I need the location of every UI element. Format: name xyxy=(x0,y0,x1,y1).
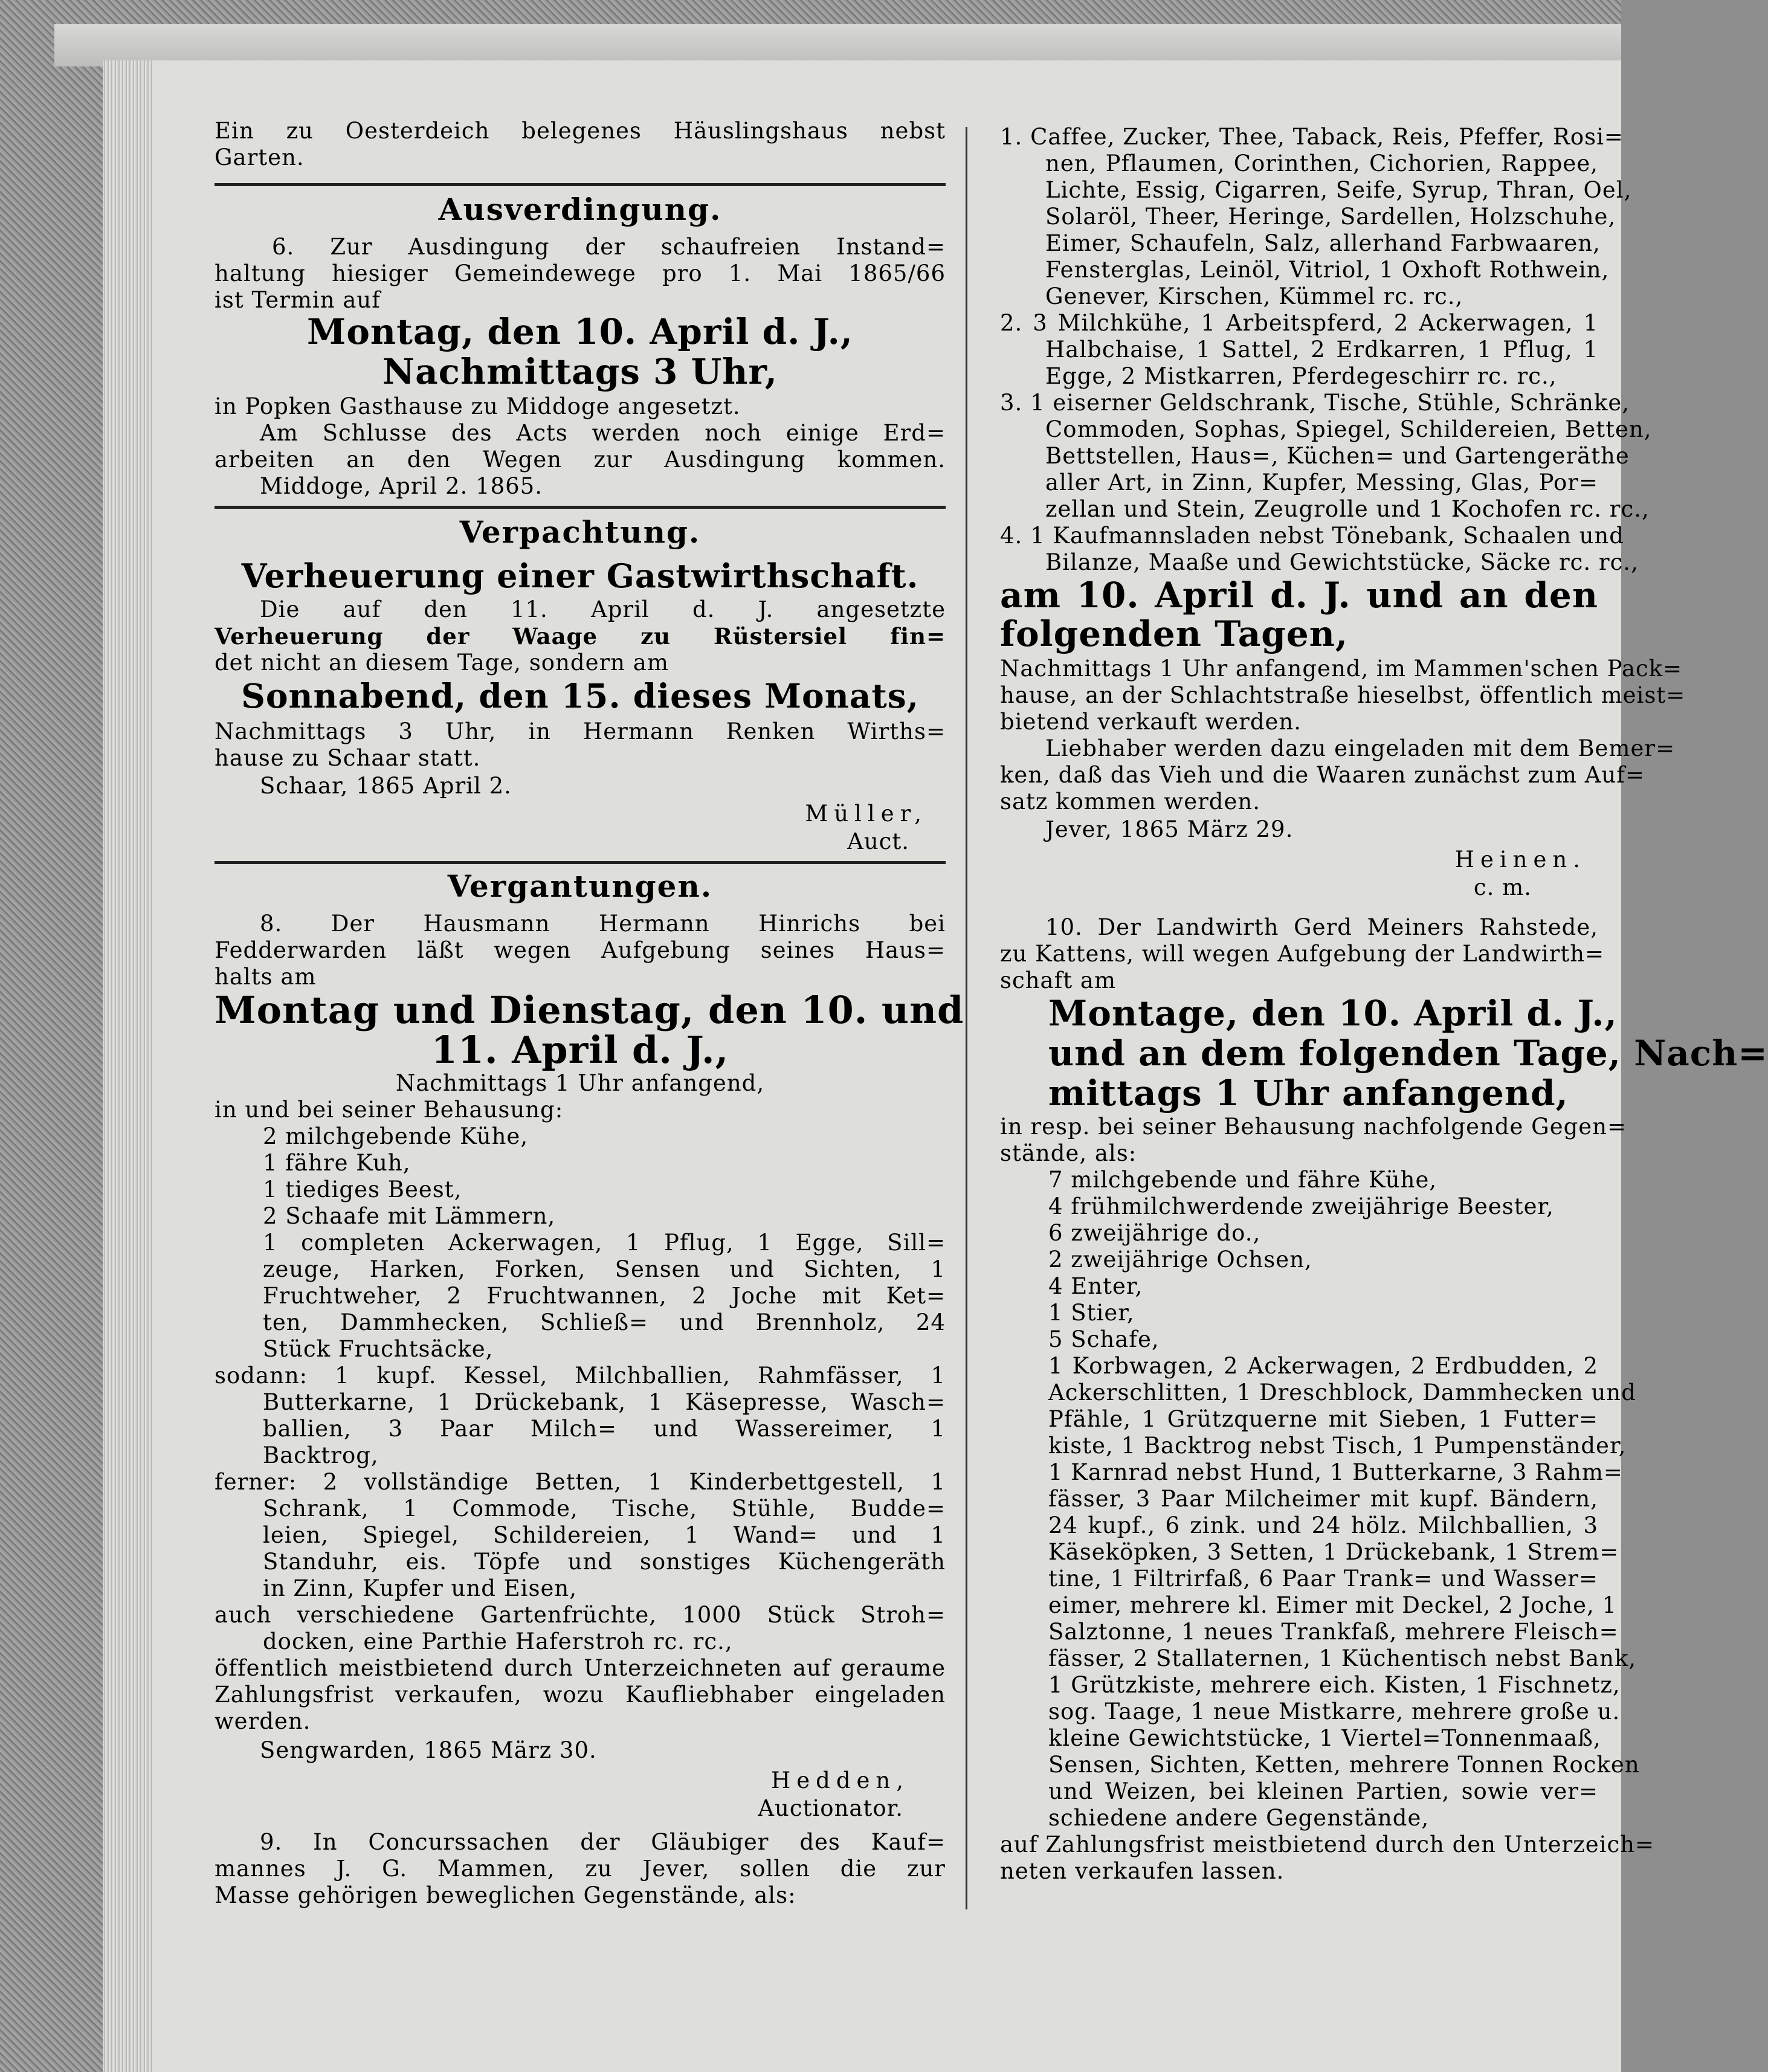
list-line: Genever, Kirschen, Kümmel rc. rc., xyxy=(1045,283,1463,309)
item-line: Backtrog, xyxy=(263,1442,379,1468)
list-line: Eimer, Schaufeln, Salz, allerhand Farbwaaren, xyxy=(1045,230,1601,256)
auction-time: Nachmittags 1 Uhr anfangend, xyxy=(395,1070,765,1096)
auction-date: Montag und Dienstag, den 10. und xyxy=(215,988,964,1032)
auction-time: mittags 1 Uhr anfangend, xyxy=(1048,1073,1569,1114)
item-line: fässer, 2 Stallaternen, 1 Küchentisch nebst Bank, xyxy=(1048,1645,1637,1671)
paragraph-line: 8. Der Hausmann Hermann Hinrichs bei xyxy=(260,911,946,937)
item-line: sodann: 1 kupf. Kessel, Milchballien, Rahmfässer, 1 xyxy=(215,1363,946,1389)
item-line: zeuge, Harken, Forken, Sensen und Sichten, 1 xyxy=(263,1256,946,1282)
paragraph-line: Zahlungsfrist verkaufen, wozu Kaufliebhaber eingeladen xyxy=(215,1682,946,1708)
auction-date: am 10. April d. J. und an den xyxy=(1000,575,1598,616)
location-line: in und bei seiner Behausung: xyxy=(215,1097,564,1123)
item-line: ballien, 3 Paar Milch= und Wassereimer, 1 xyxy=(263,1416,946,1442)
paragraph-line: ist Termin auf xyxy=(215,287,381,313)
item-line: Standuhr, eis. Töpfe und sonstiges Küchengeräth xyxy=(263,1549,946,1575)
list-line: 1. Caffee, Zucker, Thee, Taback, Reis, Pfeffer, Rosi= xyxy=(1000,124,1624,150)
item-line: in Zinn, Kupfer und Eisen, xyxy=(263,1575,577,1601)
item-line: 4 Enter, xyxy=(1048,1273,1143,1299)
item-line: schiedene andere Gegenstände, xyxy=(1048,1805,1430,1831)
item-line: eimer, mehrere kl. Eimer mit Deckel, 2 Joche, 1 xyxy=(1048,1592,1618,1618)
item-line: fässer, 3 Paar Milcheimer mit kupf. Bändern, xyxy=(1048,1486,1598,1512)
paragraph-line: haltung hiesiger Gemeindewege pro 1. Mai 1865/66 xyxy=(215,260,946,286)
list-line: Lichte, Essig, Cigarren, Seife, Syrup, Thran, Oel, xyxy=(1045,177,1632,203)
auction-date: Montag, den 10. April d. J., xyxy=(307,311,853,352)
paragraph-line: bietend verkauft werden. xyxy=(1000,709,1302,735)
paragraph-line: satz kommen werden. xyxy=(1000,789,1260,815)
item-line: 2 Schaafe mit Lämmern, xyxy=(263,1203,556,1229)
auction-date: folgenden Tagen, xyxy=(1000,613,1349,654)
item-line: sog. Taage, 1 neue Mistkarre, mehrere große u. xyxy=(1048,1699,1621,1725)
paragraph-line: zu Kattens, will wegen Aufgebung der Landwirth= xyxy=(1000,941,1605,967)
heading-vergantungen: Vergantungen. xyxy=(447,868,713,904)
list-line: Halbchaise, 1 Sattel, 2 Erdkarren, 1 Pflug, 1 xyxy=(1045,337,1598,363)
book-page-edges xyxy=(103,60,157,2072)
item-line: 5 Schafe, xyxy=(1048,1326,1160,1352)
item-line: ten, Dammhecken, Schließ= und Brennholz, 24 xyxy=(263,1309,946,1335)
auction-date: und an dem folgenden Tage, Nach= xyxy=(1048,1033,1768,1074)
paragraph-line: in Popken Gasthause zu Middoge angesetzt. xyxy=(215,393,741,419)
item-line: Fruchtweher, 2 Fruchtwannen, 2 Joche mit Ket= xyxy=(263,1283,946,1309)
section-rule xyxy=(215,861,946,864)
item-line: 1 Grützkiste, mehrere eich. Kisten, 1 Fischnetz, xyxy=(1048,1672,1621,1698)
place-date: Middoge, April 2. 1865. xyxy=(260,473,543,499)
paragraph-line: öffentlich meistbietend durch Unterzeichneten auf geraume xyxy=(215,1655,946,1681)
item-line: 1 completen Ackerwagen, 1 Pflug, 1 Egge, Sill= xyxy=(263,1230,946,1256)
item-line: kleine Gewichtstücke, 1 Viertel=Tonnenmaaß, xyxy=(1048,1725,1601,1751)
auction-date: Sonnabend, den 15. dieses Monats, xyxy=(241,676,919,715)
section-rule xyxy=(215,183,946,186)
signature-title: Auctionator. xyxy=(758,1795,903,1821)
list-line: Fensterglas, Leinöl, Vitriol, 1 Oxhoft Rothwein, xyxy=(1045,257,1610,283)
list-line: Egge, 2 Mistkarren, Pferdegeschirr rc. rc., xyxy=(1045,363,1557,389)
paragraph-line: Am Schlusse des Acts werden noch einige Erd= xyxy=(260,420,946,446)
item-line: kiste, 1 Backtrog nebst Tisch, 1 Pumpenständer, xyxy=(1048,1433,1627,1459)
list-line: Commoden, Sophas, Spiegel, Schildereien, Betten, xyxy=(1045,416,1652,442)
item-line: leien, Spiegel, Schildereien, 1 Wand= und 1 xyxy=(263,1522,946,1548)
heading-verpachtung: Verpachtung. xyxy=(459,514,701,550)
paragraph-line: Verheuerung der Waage zu Rüstersiel fin= xyxy=(215,623,946,650)
paragraph-line: Fedderwarden läßt wegen Aufgebung seines Haus= xyxy=(215,937,946,963)
signature-name: Müller, xyxy=(805,801,928,827)
paragraph-line: 6. Zur Ausdingung der schaufreien Instand= xyxy=(272,234,946,260)
item-line: Sensen, Sichten, Ketten, mehrere Tonnen Rocken xyxy=(1048,1752,1640,1778)
paragraph-line: halts am xyxy=(215,964,317,990)
location-line: in resp. bei seiner Behausung nachfolgende Gegen= xyxy=(1000,1114,1627,1140)
list-line: 4. 1 Kaufmannsladen nebst Tönebank, Schaalen und xyxy=(1000,523,1624,549)
list-line: 3. 1 eiserner Geldschrank, Tische, Stühle, Schränke, xyxy=(1000,390,1630,416)
paragraph-line: hause zu Schaar statt. xyxy=(215,745,481,771)
item-line: Stück Fruchtsäcke, xyxy=(263,1336,494,1362)
paragraph-line: det nicht an diesem Tage, sondern am xyxy=(215,650,669,676)
column-divider xyxy=(966,127,967,1909)
item-line: ferner: 2 vollständige Betten, 1 Kinderbettgestell, 1 xyxy=(215,1469,946,1495)
paragraph-line: werden. xyxy=(215,1708,311,1734)
item-line: 2 milchgebende Kühe, xyxy=(263,1123,529,1149)
auction-time: Nachmittags 3 Uhr, xyxy=(382,351,778,392)
signature-title: Auct. xyxy=(847,828,909,854)
section-rule xyxy=(215,506,946,509)
list-line: Bilanze, Maaße und Gewichtstücke, Säcke rc. rc., xyxy=(1045,549,1639,575)
place-date: Schaar, 1865 April 2. xyxy=(260,773,512,799)
paragraph-line: Masse gehörigen beweglichen Gegenstände, als: xyxy=(215,1882,796,1908)
item-line: Käseköpken, 3 Setten, 1 Drückebank, 1 Strem= xyxy=(1048,1539,1619,1565)
signature-title: c. m. xyxy=(1473,874,1532,900)
paragraph-line: arbeiten an den Wegen zur Ausdingung kommen. xyxy=(215,447,946,473)
subheading-verheuerung: Verheuerung einer Gastwirthschaft. xyxy=(241,557,919,595)
list-line: zellan und Stein, Zeugrolle und 1 Kochofen rc. rc., xyxy=(1045,496,1650,522)
paragraph-line: neten verkaufen lassen. xyxy=(1000,1858,1285,1884)
item-line: docken, eine Parthie Haferstroh rc. rc., xyxy=(263,1628,733,1654)
list-line: 2. 3 Milchkühe, 1 Arbeitspferd, 2 Ackerwagen, 1 xyxy=(1000,310,1598,336)
signature-name: Heinen. xyxy=(1454,847,1586,873)
item-line: 1 Karnrad nebst Hund, 1 Butterkarne, 3 Rahm= xyxy=(1048,1459,1623,1485)
paragraph-line: schaft am xyxy=(1000,967,1117,993)
item-line: Pfähle, 1 Grützquerne mit Sieben, 1 Futter= xyxy=(1048,1406,1598,1432)
place-date: Sengwarden, 1865 März 30. xyxy=(260,1737,597,1763)
item-line: 2 zweijährige Ochsen, xyxy=(1048,1247,1312,1273)
paragraph-line: mannes J. G. Mammen, zu Jever, sollen die zur xyxy=(215,1856,946,1882)
intro-line: Garten. xyxy=(215,144,305,170)
paragraph-line: auf Zahlungsfrist meistbietend durch den Unterzeich= xyxy=(1000,1832,1654,1857)
paragraph-line: hause, an der Schlachtstraße hieselbst, öffentlich meist= xyxy=(1000,682,1686,708)
item-line: 7 milchgebende und fähre Kühe, xyxy=(1048,1167,1437,1193)
list-line: aller Art, in Zinn, Kupfer, Messing, Glas, Por= xyxy=(1045,470,1598,495)
item-line: 1 Stier, xyxy=(1048,1300,1135,1326)
item-line: und Weizen, bei kleinen Partien, sowie ver= xyxy=(1048,1778,1598,1804)
auction-date: Montage, den 10. April d. J., xyxy=(1048,993,1618,1034)
paragraph-line: 10. Der Landwirth Gerd Meiners Rahstede, xyxy=(1045,914,1598,940)
item-line: auch verschiedene Gartenfrüchte, 1000 Stück Stroh= xyxy=(215,1602,946,1628)
intro-line: Ein zu Oesterdeich belegenes Häuslingshaus nebst xyxy=(215,118,946,144)
item-line: Salztonne, 1 neues Trankfaß, mehrere Fleisch= xyxy=(1048,1619,1619,1645)
paragraph-line: Die auf den 11. April d. J. angesetzte xyxy=(260,596,946,622)
paragraph-line: Liebhaber werden dazu eingeladen mit dem Bemer= xyxy=(1045,735,1676,761)
signature-name: Hedden, xyxy=(770,1767,909,1793)
list-line: Solaröl, Theer, Heringe, Sardellen, Holzschuhe, xyxy=(1045,204,1616,230)
heading-ausverdingung: Ausverdingung. xyxy=(438,192,722,227)
paragraph-line: 9. In Concurssachen der Gläubiger des Kauf= xyxy=(260,1829,946,1855)
paragraph-line: Nachmittags 1 Uhr anfangend, im Mammen'schen Pack= xyxy=(1000,656,1683,682)
item-line: Schrank, 1 Commode, Tische, Stühle, Budde= xyxy=(263,1496,946,1522)
list-line: nen, Pflaumen, Corinthen, Cichorien, Rappee, xyxy=(1045,150,1598,176)
place-date: Jever, 1865 März 29. xyxy=(1045,816,1294,842)
list-line: Bettstellen, Haus=, Küchen= und Gartengeräthe xyxy=(1045,443,1630,469)
item-line: 1 fähre Kuh, xyxy=(263,1150,411,1176)
item-line: Ackerschlitten, 1 Dreschblock, Dammhecken und xyxy=(1048,1380,1636,1406)
paragraph-line: Nachmittags 3 Uhr, in Hermann Renken Wirths= xyxy=(215,718,946,744)
item-line: 1 Korbwagen, 2 Ackerwagen, 2 Erdbudden, 2 xyxy=(1048,1353,1598,1379)
item-line: tine, 1 Filtrirfaß, 6 Paar Trank= und Wasser= xyxy=(1048,1566,1598,1592)
item-line: 4 frühmilchwerdende zweijährige Beester, xyxy=(1048,1193,1554,1219)
item-line: 1 tiediges Beest, xyxy=(263,1176,462,1202)
auction-date: 11. April d. J., xyxy=(431,1028,729,1072)
item-line: 24 kupf., 6 zink. und 24 hölz. Milchballien, 3 xyxy=(1048,1512,1598,1538)
location-line: stände, als: xyxy=(1000,1140,1137,1166)
paragraph-line: ken, daß das Vieh und die Waaren zunächst zum Auf= xyxy=(1000,762,1645,788)
item-line: Butterkarne, 1 Drückebank, 1 Käsepresse, Wasch= xyxy=(263,1389,946,1415)
item-line: 6 zweijährige do., xyxy=(1048,1220,1261,1246)
